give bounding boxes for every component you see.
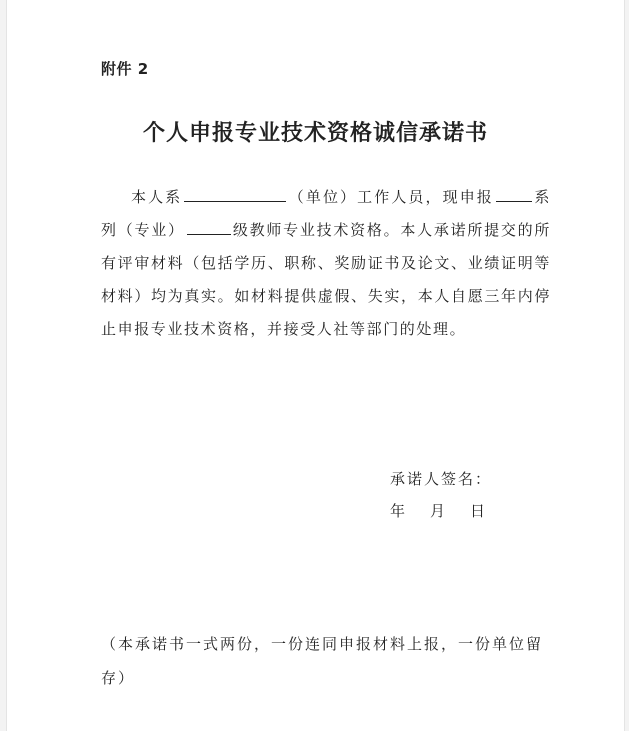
document-page (6, 0, 625, 731)
unit-blank (184, 186, 286, 202)
month-label: 月 (430, 502, 446, 520)
date-line (390, 500, 485, 521)
signature-label: 承诺人签名： (390, 470, 493, 488)
attachment-label: 附件 2 (101, 60, 149, 78)
body-segment-3: 系列（专业） (101, 188, 551, 239)
document-title: 个人申报专业技术资格诚信承诺书 (142, 120, 488, 146)
level-blank (187, 219, 231, 235)
year-label: 年 (390, 502, 406, 520)
body-segment-2: （单位）工作人员，现申报 (288, 188, 494, 206)
series-blank (496, 186, 532, 202)
commitment-paragraph (101, 181, 551, 346)
body-segment-4: 级教师专业技术资格。本人承诺所提交的所有评审材料（包括学历、职称、奖励证书及论文、业绩证明等材料）均为真实。如材料提供虚假、失实，本人自愿三年内停止申报专业技术资格，并接受人社等部门的处理。 (101, 221, 551, 338)
commitment-body (101, 181, 551, 346)
body-segment-1: 本人系 (131, 188, 183, 206)
copies-note: （本承诺书一式两份，一份连同申报材料上报，一份单位留存） (101, 635, 544, 687)
day-label: 日 (470, 502, 486, 520)
